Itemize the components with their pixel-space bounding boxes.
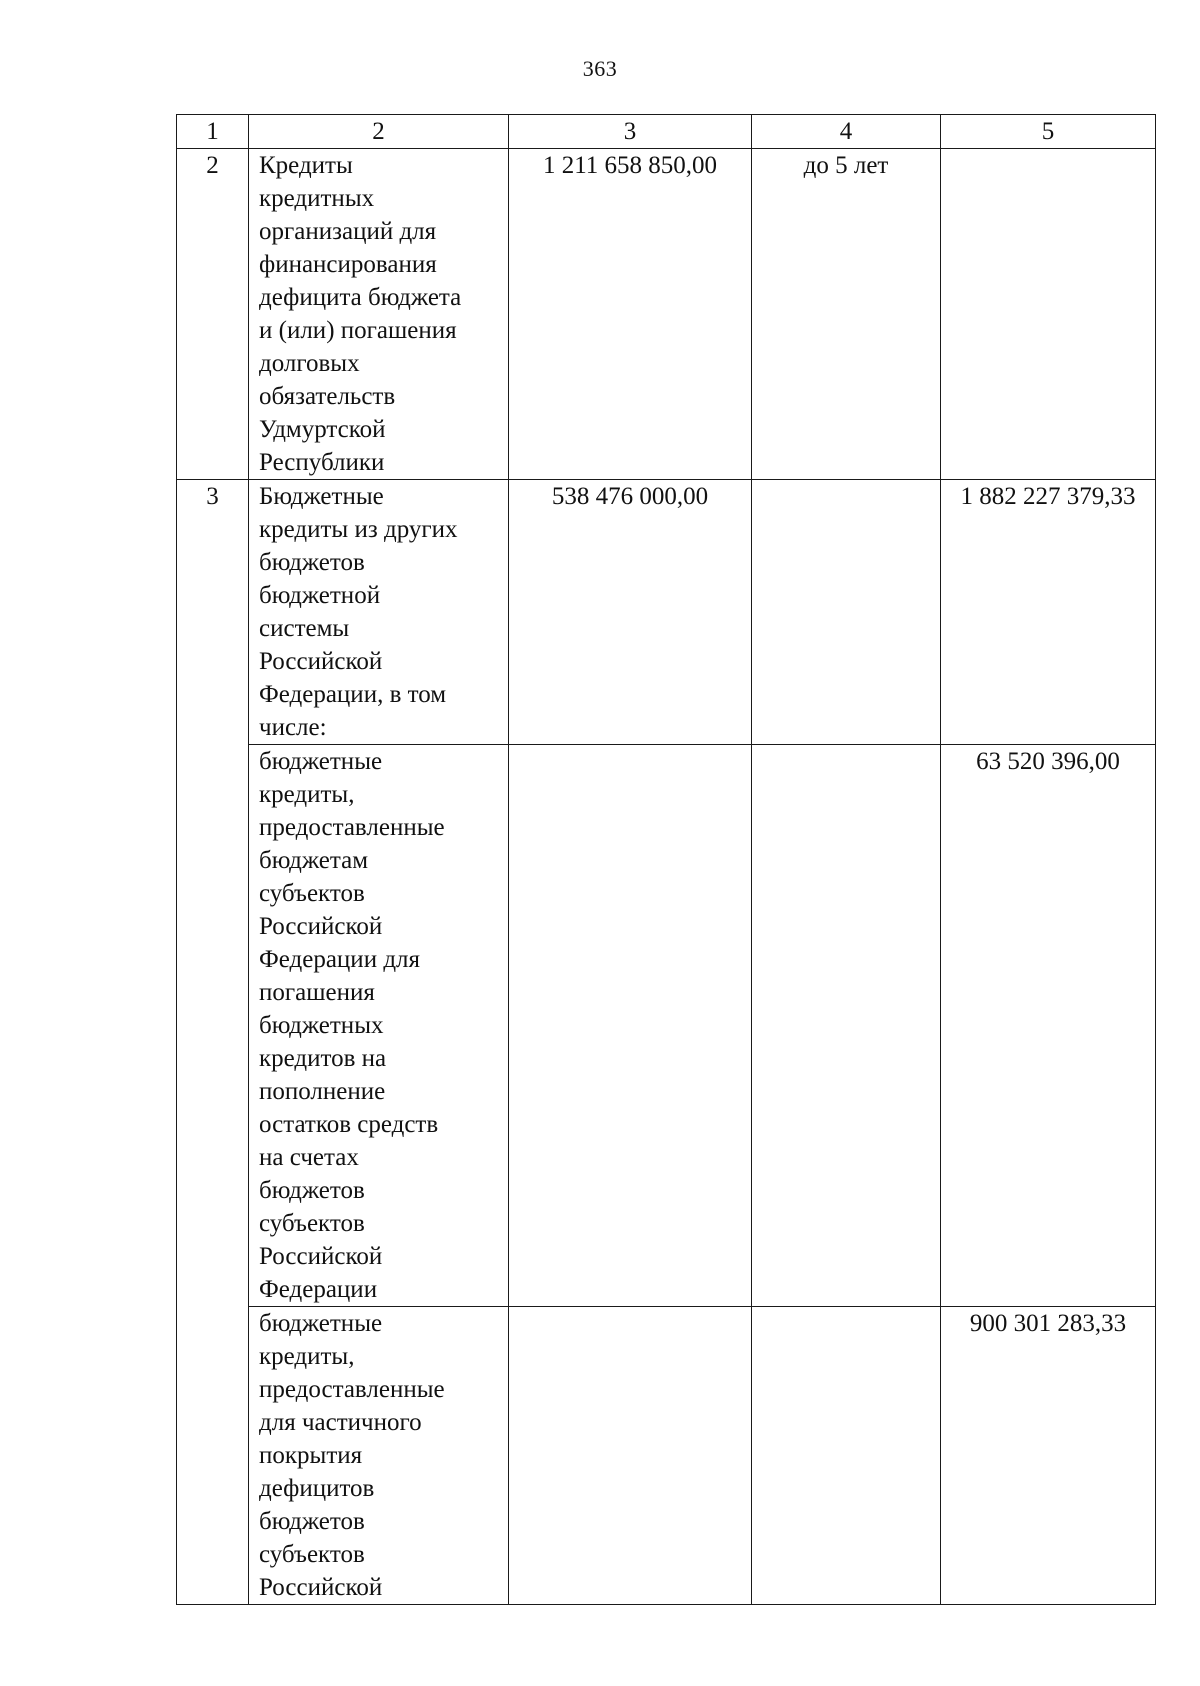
column-header-5: 5 [941, 115, 1156, 149]
row-description: Бюджетные кредиты из других бюджетов бюджетной системы Российской Федерации, в том числе: [249, 480, 509, 745]
row-amount-col3 [509, 745, 752, 1307]
row-term-col4 [752, 745, 941, 1307]
borrowings-table [176, 114, 1156, 1605]
row-description: Кредиты кредитных организаций для финансирования дефицита бюджета и (или) погашения долговых обязательств Удмуртской Республики [249, 149, 509, 480]
column-header-1: 1 [177, 115, 249, 149]
row-amount-col3: 1 211 658 850,00 [509, 149, 752, 480]
row-description: бюджетные кредиты, предоставленные для частичного покрытия дефицитов бюджетов субъектов Российской [249, 1307, 509, 1605]
column-header-2: 2 [249, 115, 509, 149]
row-term-col4: до 5 лет [752, 149, 941, 480]
row-amount-col5 [941, 149, 1156, 480]
row-number: 3 [177, 480, 249, 745]
table-row [177, 1307, 1156, 1605]
row-number [177, 1307, 249, 1605]
row-amount-col3 [509, 1307, 752, 1605]
table-row [177, 480, 1156, 745]
row-amount-col5: 1 882 227 379,33 [941, 480, 1156, 745]
column-header-3: 3 [509, 115, 752, 149]
row-amount-col5: 900 301 283,33 [941, 1307, 1156, 1605]
row-amount-col3: 538 476 000,00 [509, 480, 752, 745]
table-row [177, 745, 1156, 1307]
row-number: 2 [177, 149, 249, 480]
column-header-4: 4 [752, 115, 941, 149]
row-amount-col5: 63 520 396,00 [941, 745, 1156, 1307]
row-term-col4 [752, 1307, 941, 1605]
table-header-row [177, 115, 1156, 149]
row-description: бюджетные кредиты, предоставленные бюджетам субъектов Российской Федерации для погашения бюджетных кредитов на пополнение остатков средств на счетах бюджетов субъектов Российской Федерации [249, 745, 509, 1307]
page-number: 363 [582, 56, 618, 81]
row-number [177, 745, 249, 1307]
row-term-col4 [752, 480, 941, 745]
table-row [177, 149, 1156, 480]
